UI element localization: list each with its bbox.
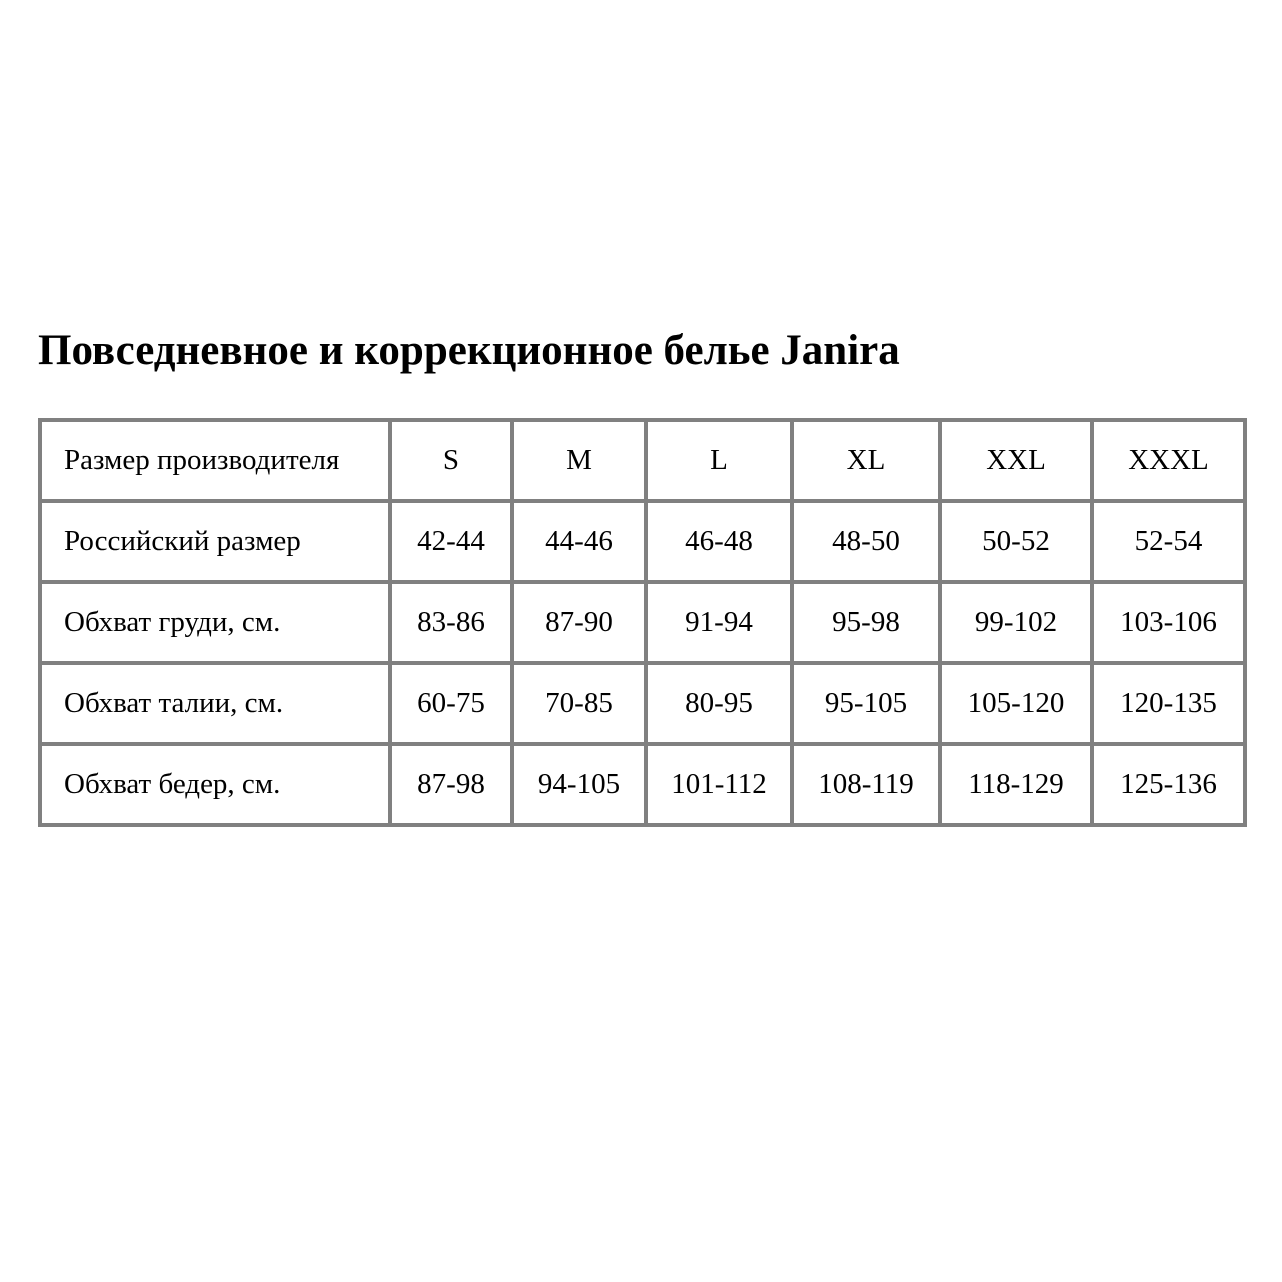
column-header-m: M (512, 420, 646, 501)
table-cell: 108-119 (792, 744, 940, 825)
row-label: Российский размер (40, 501, 390, 582)
size-chart-table (38, 418, 1247, 827)
table-cell: 95-98 (792, 582, 940, 663)
table-cell: 48-50 (792, 501, 940, 582)
table-cell: 101-112 (646, 744, 792, 825)
table-cell: 91-94 (646, 582, 792, 663)
table-cell: 60-75 (390, 663, 512, 744)
table-cell: 70-85 (512, 663, 646, 744)
row-label: Обхват талии, см. (40, 663, 390, 744)
table-row-hips (40, 744, 1245, 825)
table-cell: 105-120 (940, 663, 1092, 744)
table-row-chest (40, 582, 1245, 663)
header-manufacturer-size: Размер производителя (40, 420, 390, 501)
table-cell: 46-48 (646, 501, 792, 582)
table-cell: 52-54 (1092, 501, 1245, 582)
table-row-russian-size (40, 501, 1245, 582)
column-header-xxxl: XXXL (1092, 420, 1245, 501)
table-header-row (40, 420, 1245, 501)
column-header-l: L (646, 420, 792, 501)
row-label: Обхват бедер, см. (40, 744, 390, 825)
table-cell: 87-98 (390, 744, 512, 825)
table-cell: 44-46 (512, 501, 646, 582)
table-cell: 125-136 (1092, 744, 1245, 825)
table-cell: 83-86 (390, 582, 512, 663)
table-cell: 99-102 (940, 582, 1092, 663)
row-label: Обхват груди, см. (40, 582, 390, 663)
column-header-s: S (390, 420, 512, 501)
table-cell: 80-95 (646, 663, 792, 744)
table-cell: 120-135 (1092, 663, 1245, 744)
table-cell: 94-105 (512, 744, 646, 825)
table-cell: 103-106 (1092, 582, 1245, 663)
table-cell: 95-105 (792, 663, 940, 744)
table-cell: 50-52 (940, 501, 1092, 582)
table-row-waist (40, 663, 1245, 744)
table-cell: 118-129 (940, 744, 1092, 825)
column-header-xl: XL (792, 420, 940, 501)
table-cell: 42-44 (390, 501, 512, 582)
table-cell: 87-90 (512, 582, 646, 663)
column-header-xxl: XXL (940, 420, 1092, 501)
page-title: Повседневное и коррекционное белье Janira (38, 327, 900, 374)
